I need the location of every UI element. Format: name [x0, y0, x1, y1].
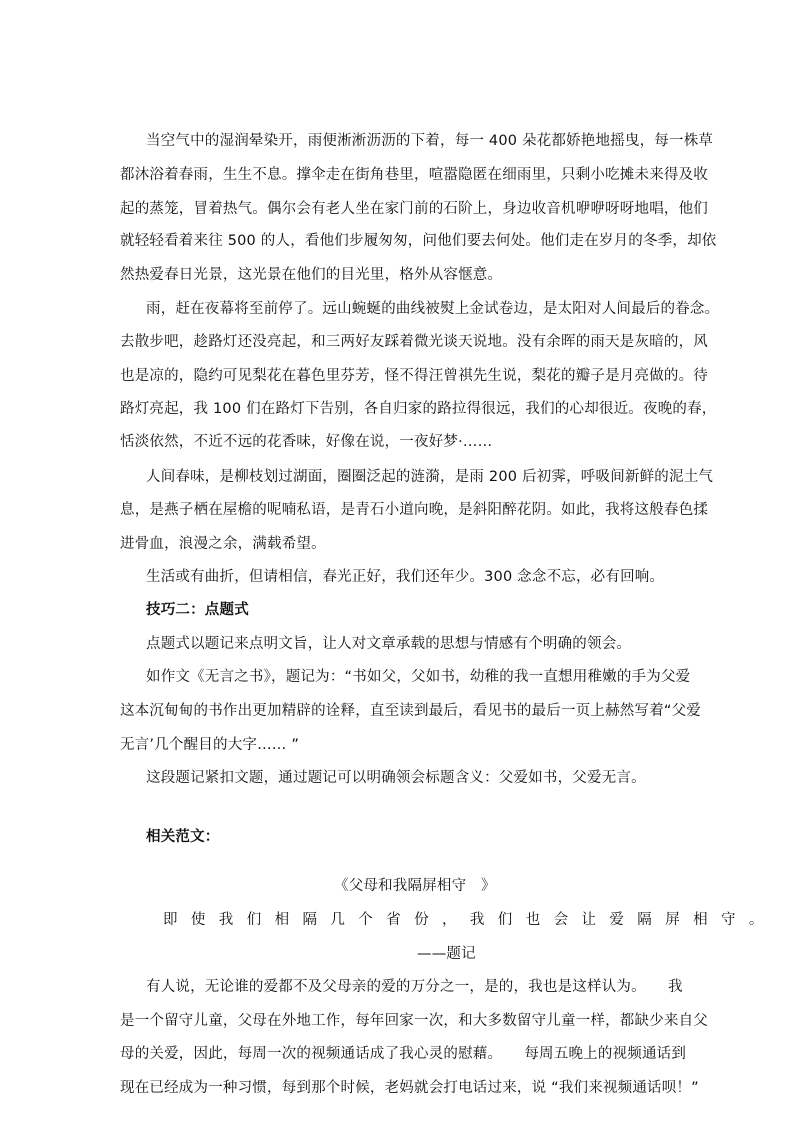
paragraph-2-line-3: 也是凉的，隐约可见梨花在暮色里芬芳，怪不得汪曾祺先生说，梨花的瓣子是月亮做的。待 — [120, 368, 708, 384]
epigraph-label: ——题记 — [417, 946, 476, 962]
paragraph-8-line-2: 是一个留守儿童，父母在外地工作，每年回家一次，和大多数留守儿童一样，都缺少来自父 — [120, 1013, 708, 1029]
paragraph-2-line-4: 路灯亮起，我 100 们在路灯下告别，各自归家的路拉得很远，我们的心却很近。夜晚的春， — [120, 401, 717, 417]
paragraph-3-line-3: 进骨血，浪漫之余，满载希望。 — [120, 536, 326, 552]
paragraph-6-line-3: 无言’几个醒目的大字…… ” — [120, 737, 300, 753]
paragraph-8-line-3: 母的关爱，因此，每周一次的视频通话成了我心灵的慰藉。 每周五晚上的视频通话到 — [120, 1046, 687, 1062]
paragraph-2-line-1: 雨，赶在夜幕将至前停了。远山蜿蜒的曲线被熨上金试卷边，是太阳对人间最后的眷念。 — [146, 301, 720, 317]
paragraph-1-line-3: 起的蒸笼，冒着热气。偶尔会有老人坐在家门前的石阶上，身边收音机咿咿呀呀地唱，他们 — [120, 201, 708, 217]
paragraph-6-line-1: 如作文《无言之书》，题记为：“书如父，父如书，幼稚的我一直想用稚嫩的手为父爱 — [146, 669, 691, 685]
paragraph-1-line-4: 就轻轻看着来往 500 的人，看他们步履匆匆，问他们要去何处。他们走在岁月的冬季，却依 — [120, 233, 717, 249]
paragraph-8-line-1: 有人说，无论谁的爱都不及父母亲的爱的万分之一，是的，我也是这样认为。 我 — [146, 979, 683, 995]
paragraph-1-line-5: 然热爱春日光景，这光景在他们的目光里，格外从容惬意。 — [120, 267, 503, 283]
paragraph-6-line-2: 这本沉甸甸的书作出更加精辟的诠释，直至读到最后，看见书的最后一页上赫然写着“父爱 — [120, 703, 702, 719]
paragraph-1-line-1: 当空气中的湿润晕染开，雨便淅淅沥沥的下着，每一 400 朵花都娇艳地摇曳，每一株草 — [146, 133, 714, 149]
paragraph-5: 点题式以题记来点明文旨，让人对文章承载的思想与情感有个明确的领会。 — [146, 636, 632, 652]
paragraph-7: 这段题记紧扣文题，通过题记可以明确领会标题含义：父爱如书，父爱无言。 — [146, 770, 646, 786]
paragraph-4: 生活或有曲折，但请相信，春光正好，我们还年少。300 念念不忘，必有回响。 — [146, 569, 665, 585]
epigraph: 即使我们相隔几个省份，我们也会让爱隔屏相守。 — [163, 912, 777, 928]
paragraph-3-line-1: 人间春味，是柳枝划过湖面，圈圈泛起的涟漪，是雨 200 后初霁，呼吸间新鲜的泥土气 — [146, 469, 714, 485]
related-essay-heading: 相关范文： — [146, 829, 220, 845]
technique-heading: 技巧二：点题式 — [146, 602, 249, 618]
paragraph-3-line-2: 息，是燕子栖在屋檐的呢喃私语，是青石小道向晚，是斜阳醉花阴。如此，我将这般春色揉 — [120, 502, 708, 518]
paragraph-2-line-5: 恬淡依然，不近不远的花香味，好像在说，一夜好梦·…… — [120, 434, 493, 450]
paragraph-1-line-2: 都沐浴着春雨，生生不息。撑伞走在街角巷里，喧嚣隐匿在细雨里，只剩小吃摊未来得及收 — [120, 167, 708, 183]
paragraph-8-line-4: 现在已经成为一种习惯，每到那个时候，老妈就会打电话过来，说 “我们来视频通话呗！” — [120, 1080, 699, 1096]
essay-title: 《父母和我隔屏相守 》 — [334, 878, 496, 894]
paragraph-2-line-2: 去散步吧，趁路灯还没亮起，和三两好友踩着微光谈天说地。没有余晖的雨天是灰暗的，风 — [120, 334, 708, 350]
